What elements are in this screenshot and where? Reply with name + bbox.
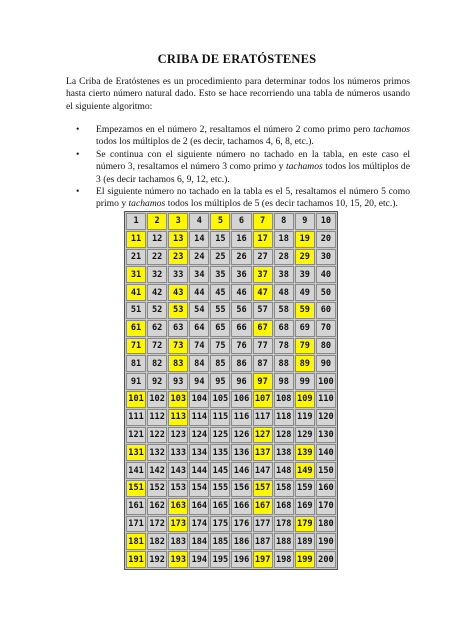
- prime-cell: 83: [168, 355, 188, 372]
- prime-cell: 37: [253, 266, 273, 283]
- number-cell: 32: [147, 266, 167, 283]
- number-cell: 58: [274, 302, 294, 319]
- number-cell: 124: [189, 427, 209, 444]
- number-cell: 56: [231, 302, 251, 319]
- number-cell: 164: [189, 498, 209, 515]
- number-cell: 39: [295, 266, 315, 283]
- number-cell: 114: [189, 409, 209, 426]
- number-cell: 91: [126, 373, 146, 390]
- number-cell: 87: [253, 355, 273, 372]
- number-cell: 55: [210, 302, 230, 319]
- number-cell: 78: [274, 338, 294, 355]
- number-cell: 194: [189, 551, 209, 568]
- prime-cell: 23: [168, 249, 188, 266]
- number-cell: 65: [210, 320, 230, 337]
- prime-cell: 2: [147, 213, 167, 230]
- number-cell: 57: [253, 302, 273, 319]
- number-cell: 86: [231, 355, 251, 372]
- number-cell: 14: [189, 231, 209, 248]
- number-cell: 51: [126, 302, 146, 319]
- number-cell: 160: [316, 480, 336, 497]
- prime-cell: 197: [253, 551, 273, 568]
- number-cell: 125: [210, 427, 230, 444]
- number-cell: 50: [316, 284, 336, 301]
- number-cell: 198: [274, 551, 294, 568]
- number-cell: 34: [189, 266, 209, 283]
- number-cell: 30: [316, 249, 336, 266]
- number-cell: 172: [147, 516, 167, 533]
- number-cell: 100: [316, 373, 336, 390]
- prime-cell: 71: [126, 338, 146, 355]
- number-cell: 184: [189, 533, 209, 550]
- number-cell: 8: [274, 213, 294, 230]
- number-cell: 144: [189, 462, 209, 479]
- number-cell: 106: [231, 391, 251, 408]
- number-cell: 142: [147, 462, 167, 479]
- number-cell: 44: [189, 284, 209, 301]
- number-cell: 68: [274, 320, 294, 337]
- step-item: [66, 186, 410, 211]
- number-cell: 93: [168, 373, 188, 390]
- prime-cell: 43: [168, 284, 188, 301]
- prime-cell: 89: [295, 355, 315, 372]
- number-cell: 134: [189, 444, 209, 461]
- number-cell: 135: [210, 444, 230, 461]
- number-cell: 63: [168, 320, 188, 337]
- grid-row: [126, 462, 336, 479]
- grid-row: [126, 320, 336, 337]
- number-cell: 129: [295, 427, 315, 444]
- number-cell: 185: [210, 533, 230, 550]
- number-cell: 48: [274, 284, 294, 301]
- number-cell: 38: [274, 266, 294, 283]
- prime-cell: 193: [168, 551, 188, 568]
- number-cell: 145: [210, 462, 230, 479]
- number-cell: 171: [126, 516, 146, 533]
- number-cell: 42: [147, 284, 167, 301]
- number-cell: 84: [189, 355, 209, 372]
- number-cell: 159: [295, 480, 315, 497]
- number-cell: 168: [274, 498, 294, 515]
- number-cell: 75: [210, 338, 230, 355]
- grid-row: [126, 355, 336, 372]
- number-cell: 80: [316, 338, 336, 355]
- prime-cell: 173: [168, 516, 188, 533]
- number-cell: 174: [189, 516, 209, 533]
- number-cell: 126: [231, 427, 251, 444]
- number-cell: 69: [295, 320, 315, 337]
- prime-cell: 101: [126, 391, 146, 408]
- number-cell: 176: [231, 516, 251, 533]
- number-cell: 119: [295, 409, 315, 426]
- grid-row: [126, 533, 336, 550]
- number-cell: 16: [231, 231, 251, 248]
- grid-row: [126, 231, 336, 248]
- number-cell: 121: [126, 427, 146, 444]
- number-cell: 35: [210, 266, 230, 283]
- prime-cell: 17: [253, 231, 273, 248]
- number-cell: 143: [168, 462, 188, 479]
- number-cell: 175: [210, 516, 230, 533]
- number-cell: 141: [126, 462, 146, 479]
- number-cell: 169: [295, 498, 315, 515]
- prime-cell: 79: [295, 338, 315, 355]
- number-cell: 133: [168, 444, 188, 461]
- number-cell: 158: [274, 480, 294, 497]
- number-cell: 54: [189, 302, 209, 319]
- number-cell: 170: [316, 498, 336, 515]
- grid-row: [126, 373, 336, 390]
- number-cell: 85: [210, 355, 230, 372]
- number-cell: 92: [147, 373, 167, 390]
- prime-cell: 149: [295, 462, 315, 479]
- number-cell: 147: [253, 462, 273, 479]
- number-cell: 161: [126, 498, 146, 515]
- grid-row: [126, 284, 336, 301]
- number-cell: 117: [253, 409, 273, 426]
- number-cell: 104: [189, 391, 209, 408]
- number-cell: 165: [210, 498, 230, 515]
- prime-cell: 97: [253, 373, 273, 390]
- number-cell: 110: [316, 391, 336, 408]
- number-cell: 72: [147, 338, 167, 355]
- number-cell: 111: [126, 409, 146, 426]
- prime-cell: 29: [295, 249, 315, 266]
- prime-cell: 181: [126, 533, 146, 550]
- prime-cell: 59: [295, 302, 315, 319]
- algorithm-steps: [66, 124, 410, 211]
- number-cell: 62: [147, 320, 167, 337]
- number-cell: 138: [274, 444, 294, 461]
- grid-row: [126, 249, 336, 266]
- number-cell: 46: [231, 284, 251, 301]
- number-cell: 6: [231, 213, 251, 230]
- prime-cell: 179: [295, 516, 315, 533]
- number-cell: 102: [147, 391, 167, 408]
- prime-cell: 41: [126, 284, 146, 301]
- number-cell: 18: [274, 231, 294, 248]
- number-cell: 192: [147, 551, 167, 568]
- prime-cell: 167: [253, 498, 273, 515]
- step-text: Empezamos en el número 2, resaltamos el número 2 como primo pero tachamos todos los múltiplos de 2 (es decir, tachamos 4, 6, 8, etc.).: [96, 124, 410, 148]
- number-cell: 66: [231, 320, 251, 337]
- prime-cell: 61: [126, 320, 146, 337]
- number-cell: 128: [274, 427, 294, 444]
- number-cell: 155: [210, 480, 230, 497]
- number-cell: 182: [147, 533, 167, 550]
- number-cell: 64: [189, 320, 209, 337]
- step-item: [66, 124, 410, 149]
- prime-cell: 3: [168, 213, 188, 230]
- number-cell: 52: [147, 302, 167, 319]
- prime-cell: 47: [253, 284, 273, 301]
- number-cell: 120: [316, 409, 336, 426]
- number-cell: 105: [210, 391, 230, 408]
- grid-row: [126, 391, 336, 408]
- number-cell: 123: [168, 427, 188, 444]
- number-cell: 24: [189, 249, 209, 266]
- prime-cell: 109: [295, 391, 315, 408]
- number-cell: 152: [147, 480, 167, 497]
- number-cell: 153: [168, 480, 188, 497]
- number-cell: 36: [231, 266, 251, 283]
- number-cell: 122: [147, 427, 167, 444]
- number-cell: 70: [316, 320, 336, 337]
- number-cell: 21: [126, 249, 146, 266]
- grid-row: [126, 338, 336, 355]
- number-cell: 187: [253, 533, 273, 550]
- number-cell: 115: [210, 409, 230, 426]
- number-cell: 140: [316, 444, 336, 461]
- number-cell: 178: [274, 516, 294, 533]
- number-cell: 186: [231, 533, 251, 550]
- number-cell: 180: [316, 516, 336, 533]
- step-text: Se continua con el siguiente número no tachado en la tabla, en este caso el número 3, resaltamos el número 3 como primo y tachamos todos los múltiplos de 3 (es decir tachamos 6, 9, 12, etc.).: [96, 148, 410, 185]
- number-cell: 116: [231, 409, 251, 426]
- grid-row: [126, 498, 336, 515]
- prime-cell: 67: [253, 320, 273, 337]
- prime-cell: 103: [168, 391, 188, 408]
- number-cell: 200: [316, 551, 336, 568]
- number-cell: 189: [295, 533, 315, 550]
- prime-cell: 11: [126, 231, 146, 248]
- number-cell: 166: [231, 498, 251, 515]
- number-cell: 156: [231, 480, 251, 497]
- grid-row: [126, 302, 336, 319]
- prime-cell: 137: [253, 444, 273, 461]
- number-cell: 9: [295, 213, 315, 230]
- step-text: El siguiente número no tachado en la tabla es el 5, resaltamos el número 5 como primo y tachamos todos los múltiplos de 5 (es decir tachamos 10, 15, 20, etc.).: [96, 186, 410, 210]
- number-cell: 132: [147, 444, 167, 461]
- number-cell: 112: [147, 409, 167, 426]
- prime-cell: 13: [168, 231, 188, 248]
- number-cell: 15: [210, 231, 230, 248]
- number-cell: 60: [316, 302, 336, 319]
- number-cell: 95: [210, 373, 230, 390]
- number-grid: [124, 211, 338, 570]
- prime-cell: 139: [295, 444, 315, 461]
- number-cell: 88: [274, 355, 294, 372]
- prime-cell: 53: [168, 302, 188, 319]
- number-cell: 148: [274, 462, 294, 479]
- prime-cell: 131: [126, 444, 146, 461]
- prime-cell: 113: [168, 409, 188, 426]
- grid-row: [126, 266, 336, 283]
- prime-cell: 73: [168, 338, 188, 355]
- number-cell: 188: [274, 533, 294, 550]
- number-cell: 108: [274, 391, 294, 408]
- number-cell: 118: [274, 409, 294, 426]
- number-cell: 26: [231, 249, 251, 266]
- number-cell: 77: [253, 338, 273, 355]
- number-cell: 82: [147, 355, 167, 372]
- number-cell: 190: [316, 533, 336, 550]
- number-cell: 154: [189, 480, 209, 497]
- grid-row: [126, 516, 336, 533]
- number-cell: 96: [231, 373, 251, 390]
- number-cell: 28: [274, 249, 294, 266]
- number-cell: 81: [126, 355, 146, 372]
- number-cell: 195: [210, 551, 230, 568]
- number-cell: 162: [147, 498, 167, 515]
- bullet-icon: •: [76, 148, 80, 160]
- prime-cell: 19: [295, 231, 315, 248]
- prime-cell: 151: [126, 480, 146, 497]
- number-cell: 74: [189, 338, 209, 355]
- number-cell: 94: [189, 373, 209, 390]
- bullet-icon: •: [76, 124, 80, 135]
- grid-row: [126, 409, 336, 426]
- prime-cell: 107: [253, 391, 273, 408]
- number-cell: 20: [316, 231, 336, 248]
- prime-cell: 191: [126, 551, 146, 568]
- number-cell: 33: [168, 266, 188, 283]
- number-cell: 146: [231, 462, 251, 479]
- prime-cell: 127: [253, 427, 273, 444]
- prime-cell: 157: [253, 480, 273, 497]
- grid-row: [126, 427, 336, 444]
- number-cell: 12: [147, 231, 167, 248]
- number-cell: 25: [210, 249, 230, 266]
- prime-cell: 199: [295, 551, 315, 568]
- prime-cell: 31: [126, 266, 146, 283]
- number-cell: 150: [316, 462, 336, 479]
- grid-row: [126, 551, 336, 568]
- bullet-icon: •: [76, 186, 80, 198]
- prime-cell: 5: [210, 213, 230, 230]
- intro-paragraph: La Criba de Eratóstenes es un procedimiento para determinar todos los números primos hasta cierto número natural dado. Esto se hace recorriendo una tabla de números usando el siguiente algoritmo:: [66, 76, 410, 112]
- grid-row: [126, 444, 336, 461]
- number-cell: 40: [316, 266, 336, 283]
- number-cell: 27: [253, 249, 273, 266]
- number-cell: 99: [295, 373, 315, 390]
- number-cell: 196: [231, 551, 251, 568]
- prime-cell: 163: [168, 498, 188, 515]
- number-cell: 136: [231, 444, 251, 461]
- page-title: CRIBA DE ERATÓSTENES: [157, 52, 317, 66]
- grid-row: [126, 480, 336, 497]
- number-cell: 130: [316, 427, 336, 444]
- number-cell: 76: [231, 338, 251, 355]
- number-cell: 177: [253, 516, 273, 533]
- number-cell: 1: [126, 213, 146, 230]
- number-cell: 22: [147, 249, 167, 266]
- number-cell: 90: [316, 355, 336, 372]
- number-cell: 183: [168, 533, 188, 550]
- number-cell: 98: [274, 373, 294, 390]
- step-item: [66, 149, 410, 186]
- grid-row: [126, 213, 336, 230]
- number-cell: 49: [295, 284, 315, 301]
- prime-cell: 7: [253, 213, 273, 230]
- number-cell: 45: [210, 284, 230, 301]
- number-cell: 4: [189, 213, 209, 230]
- number-cell: 10: [316, 213, 336, 230]
